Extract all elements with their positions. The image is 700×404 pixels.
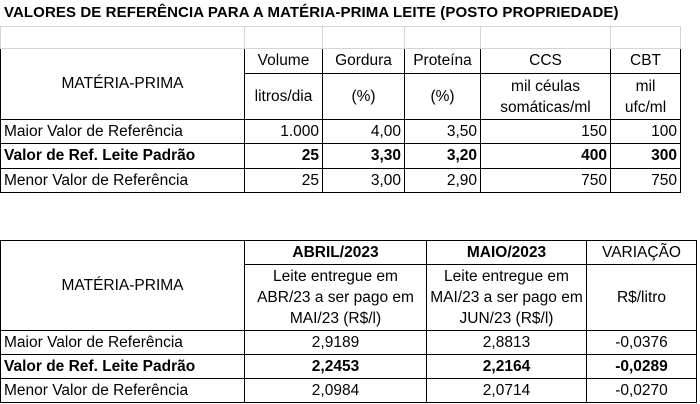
unit-volume: litros/dia: [245, 74, 323, 120]
table-row: [1, 120, 681, 144]
subheader-variacao: R$/litro: [587, 265, 697, 331]
cell-gordura: 3,00: [323, 169, 405, 193]
cell-proteina: 2,90: [405, 169, 481, 193]
cell-abril: 2,2453: [245, 355, 427, 379]
page-title: VALORES DE REFERÊNCIA PARA A MATÉRIA-PRIMA LEITE (POSTO PROPRIEDADE): [4, 4, 619, 21]
col-header-proteina: Proteína: [405, 49, 481, 74]
cell-ccs: 150: [481, 120, 611, 144]
cell-cbt: 750: [611, 169, 681, 193]
row-label: Maior Valor de Referência: [1, 331, 245, 355]
cell-variacao: -0,0376: [587, 331, 697, 355]
row-label: Menor Valor de Referência: [1, 379, 245, 403]
col-header-cbt: CBT: [611, 49, 681, 74]
cell-variacao: -0,0270: [587, 379, 697, 403]
subheader-maio: Leite entregue em MAI/23 a ser pago em JUN/23 (R$/l): [427, 265, 587, 331]
table-row: [1, 169, 681, 193]
cell-volume: 25: [245, 144, 323, 169]
table-row: [1, 379, 697, 403]
cell-gordura: 3,30: [323, 144, 405, 169]
cell-ccs: 750: [481, 169, 611, 193]
cell-abril: 2,9189: [245, 331, 427, 355]
cell-variacao: -0,0289: [587, 355, 697, 379]
table-row: [1, 355, 697, 379]
row-label: Maior Valor de Referência: [1, 120, 245, 144]
cell-maio: 2,2164: [427, 355, 587, 379]
cell-ccs: 400: [481, 144, 611, 169]
table-row: [1, 144, 681, 169]
cell-maio: 2,0714: [427, 379, 587, 403]
unit-gordura: (%): [323, 74, 405, 120]
cell-proteina: 3,50: [405, 120, 481, 144]
col-header-variacao: VARIAÇÃO: [587, 241, 697, 265]
subheader-abril: Leite entregue em ABR/23 a ser pago em MAI/23 (R$/l): [245, 265, 427, 331]
row-label: Valor de Ref. Leite Padrão: [1, 144, 245, 169]
table-row: [1, 331, 697, 355]
row-label: Menor Valor de Referência: [1, 169, 245, 193]
cell-volume: 1.000: [245, 120, 323, 144]
row-header: MATÉRIA-PRIMA: [1, 241, 245, 331]
cell-volume: 25: [245, 169, 323, 193]
cell-cbt: 100: [611, 120, 681, 144]
cell-gordura: 4,00: [323, 120, 405, 144]
col-header-maio: MAIO/2023: [427, 241, 587, 265]
cell-maio: 2,8813: [427, 331, 587, 355]
col-header-volume: Volume: [245, 49, 323, 74]
price-variation-table: [0, 240, 697, 403]
cell-cbt: 300: [611, 144, 681, 169]
cell-proteina: 3,20: [405, 144, 481, 169]
reference-values-table: [0, 26, 681, 193]
col-header-abril: ABRIL/2023: [245, 241, 427, 265]
unit-proteina: (%): [405, 74, 481, 120]
cell-abril: 2,0984: [245, 379, 427, 403]
col-header-gordura: Gordura: [323, 49, 405, 74]
row-label: Valor de Ref. Leite Padrão: [1, 355, 245, 379]
col-header-ccs: CCS: [481, 49, 611, 74]
row-header: MATÉRIA-PRIMA: [1, 49, 245, 120]
unit-cbt: mil ufc/ml: [611, 74, 681, 120]
unit-ccs: mil céulas somáticas/ml: [481, 74, 611, 120]
